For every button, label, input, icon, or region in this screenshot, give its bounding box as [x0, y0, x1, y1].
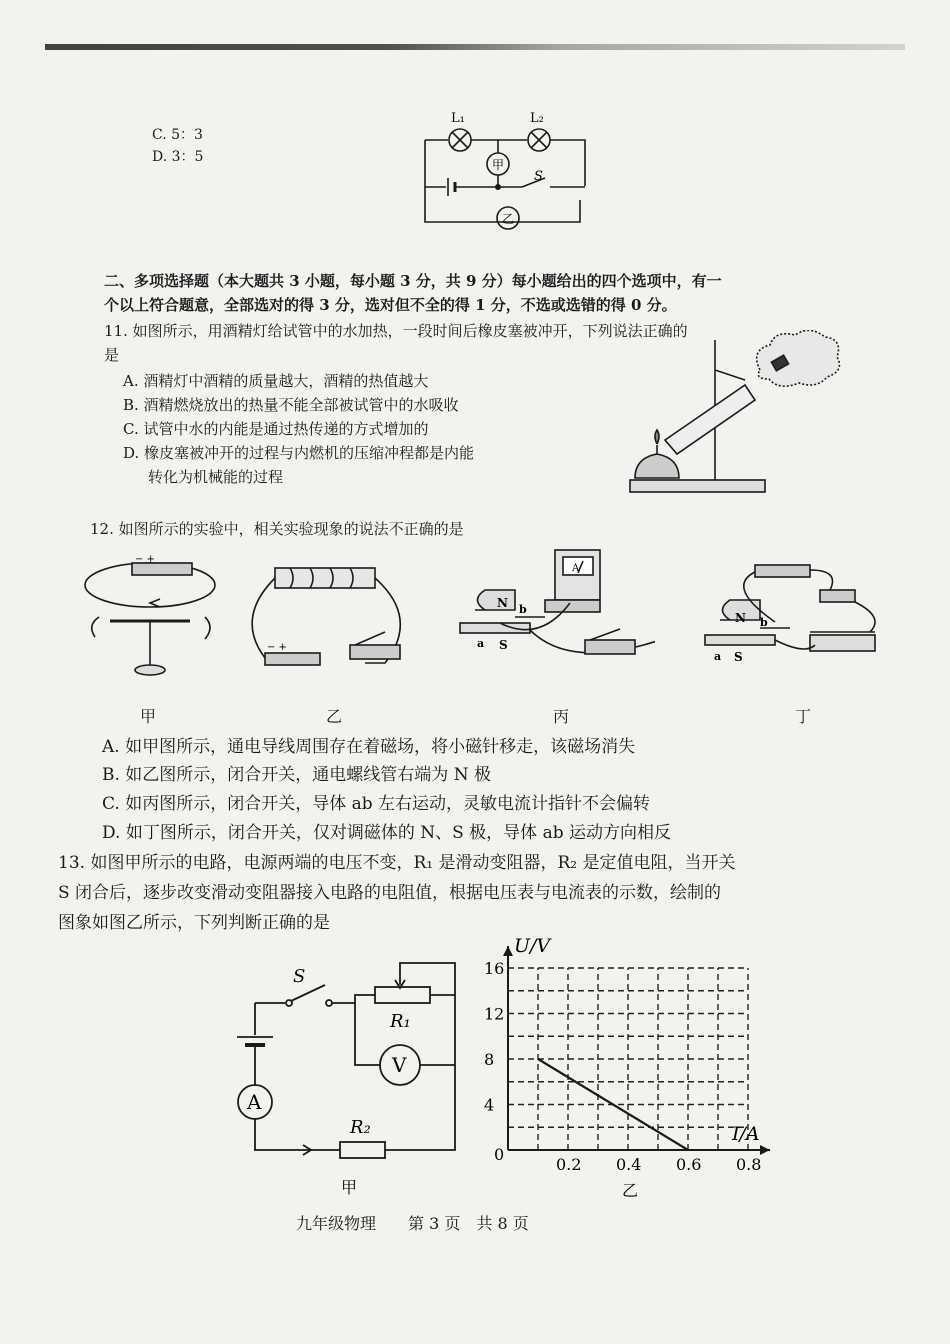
q13-switch-s-label: S [293, 966, 306, 987]
bing-a-label: a [477, 637, 485, 650]
x-tick-label: 0.6 [676, 1155, 702, 1174]
ding-n-label: N [735, 611, 746, 625]
chart-ylabel: U/V [514, 935, 551, 957]
q12-diagram-yi [245, 560, 425, 685]
meter-yi-label: 乙 [502, 212, 515, 226]
chart-caption: 乙 [622, 1181, 639, 1200]
y-tick-label: 12 [484, 1004, 505, 1024]
q13-stem-line1: 13. 如图甲所示的电路，电源两端的电压不变，R₁ 是滑动变阻器，R₂ 是定值电阻，当开关 [58, 853, 736, 873]
l1-label: L₁ [451, 111, 465, 126]
x-tick-label: 0.2 [556, 1155, 582, 1174]
q12-caption-jia: 甲 [140, 707, 157, 726]
section-header-line2: 个以上符合题意，全部选对的得 3 分，选对但不全的得 1 分，不选或选错的得 0 分。 [104, 296, 677, 314]
bing-s-label: S [499, 638, 508, 652]
y-tick-label: 4 [484, 1095, 495, 1115]
q13-circuit-caption: 甲 [341, 1178, 358, 1197]
q12-option-b: B. 如乙图所示，闭合开关，通电螺线管右端为 N 极 [102, 765, 491, 785]
q11-option-c: C. 试管中水的内能是通过热传递的方式增加的 [123, 420, 429, 438]
q12-stem: 12. 如图所示的实验中，相关实验现象的说法不正确的是 [90, 520, 464, 538]
q11-stem-line2: 是 [104, 346, 120, 364]
scan-edge [45, 44, 905, 50]
chart-grid [508, 968, 748, 1150]
q13-uv-chart [470, 930, 790, 1205]
bing-b-label: b [519, 603, 527, 616]
q12-caption-bing: 丙 [553, 707, 570, 726]
q12-option-a: A. 如甲图所示，通电导线周围存在着磁场，将小磁针移走，该磁场消失 [102, 737, 636, 757]
q13-stem-line3: 图象如图乙所示，下列判断正确的是 [58, 913, 330, 933]
section-header-line1: 二、多项选择题（本大题共 3 小题，每小题 3 分，共 9 分）每小题给出的四个选项中，有一 [104, 272, 722, 290]
q12-caption-yi: 乙 [326, 707, 343, 726]
q12-diagram-bing [455, 545, 655, 685]
q11-stem-line1: 11. 如图所示，用酒精灯给试管中的水加热，一段时间后橡皮塞被冲开，下列说法正确的 [104, 322, 688, 340]
ding-s-label: S [734, 650, 743, 664]
page-footer: 九年级物理 第 3 页 共 8 页 [296, 1214, 529, 1233]
svg-text:− +: − + [267, 642, 287, 653]
q13-r2-label: R₂ [350, 1117, 371, 1138]
x-tick-label: 0.8 [736, 1155, 762, 1174]
ding-a-label: a [714, 650, 722, 663]
x-axis-arrow [760, 1145, 770, 1155]
q12-diagram-ding [700, 560, 885, 685]
q13-voltmeter-label: V [392, 1053, 407, 1077]
q12-option-d: D. 如丁图所示，闭合开关，仅对调磁体的 N、S 极，导体 ab 运动方向相反 [102, 823, 671, 843]
chart-origin-label: 0 [494, 1145, 505, 1164]
q11-option-a: A. 酒精灯中酒精的质量越大，酒精的热值越大 [123, 372, 429, 390]
q13-r1-label: R₁ [390, 1011, 411, 1032]
q11-option-d-line1: D. 橡皮塞被冲开的过程与内燃机的压缩冲程都是内能 [123, 444, 475, 462]
bing-n-label: N [497, 596, 508, 610]
chart-xlabel: I/A [732, 1123, 760, 1145]
q11-option-b: B. 酒精燃烧放出的热量不能全部被试管中的水吸收 [123, 396, 459, 414]
top-circuit-diagram [410, 100, 600, 230]
y-axis-arrow [503, 946, 513, 956]
l2-label: L₂ [530, 111, 544, 126]
q12-diagram-jia [80, 555, 240, 685]
q13-stem-line2: S 闭合后，逐步改变滑动变阻器接入电路的电阻值，根据电压表与电流表的示数，绘制的 [58, 883, 722, 903]
bing-meter-a: A [572, 563, 580, 574]
svg-text:− +: − + [135, 555, 155, 565]
y-tick-label: 16 [484, 959, 505, 978]
x-tick-label: 0.4 [616, 1155, 642, 1174]
q13-ammeter-label: A [247, 1090, 262, 1114]
y-tick-label: 8 [484, 1050, 495, 1069]
option-d: D. 3：5 [152, 149, 204, 165]
q12-caption-ding: 丁 [795, 707, 812, 726]
q13-circuit-diagram [225, 945, 470, 1200]
meter-jia-label: 甲 [492, 158, 505, 172]
option-c: C. 5：3 [152, 127, 203, 143]
q11-test-tube-apparatus [625, 330, 845, 500]
chart-axes [503, 946, 770, 1155]
switch-s-label: S [534, 169, 543, 184]
q11-option-d-line2: 转化为机械能的过程 [148, 468, 284, 486]
ding-b-label: b [760, 616, 768, 629]
q12-option-c: C. 如丙图所示，闭合开关，导体 ab 左右运动，灵敏电流计指针不会偏转 [102, 794, 651, 814]
